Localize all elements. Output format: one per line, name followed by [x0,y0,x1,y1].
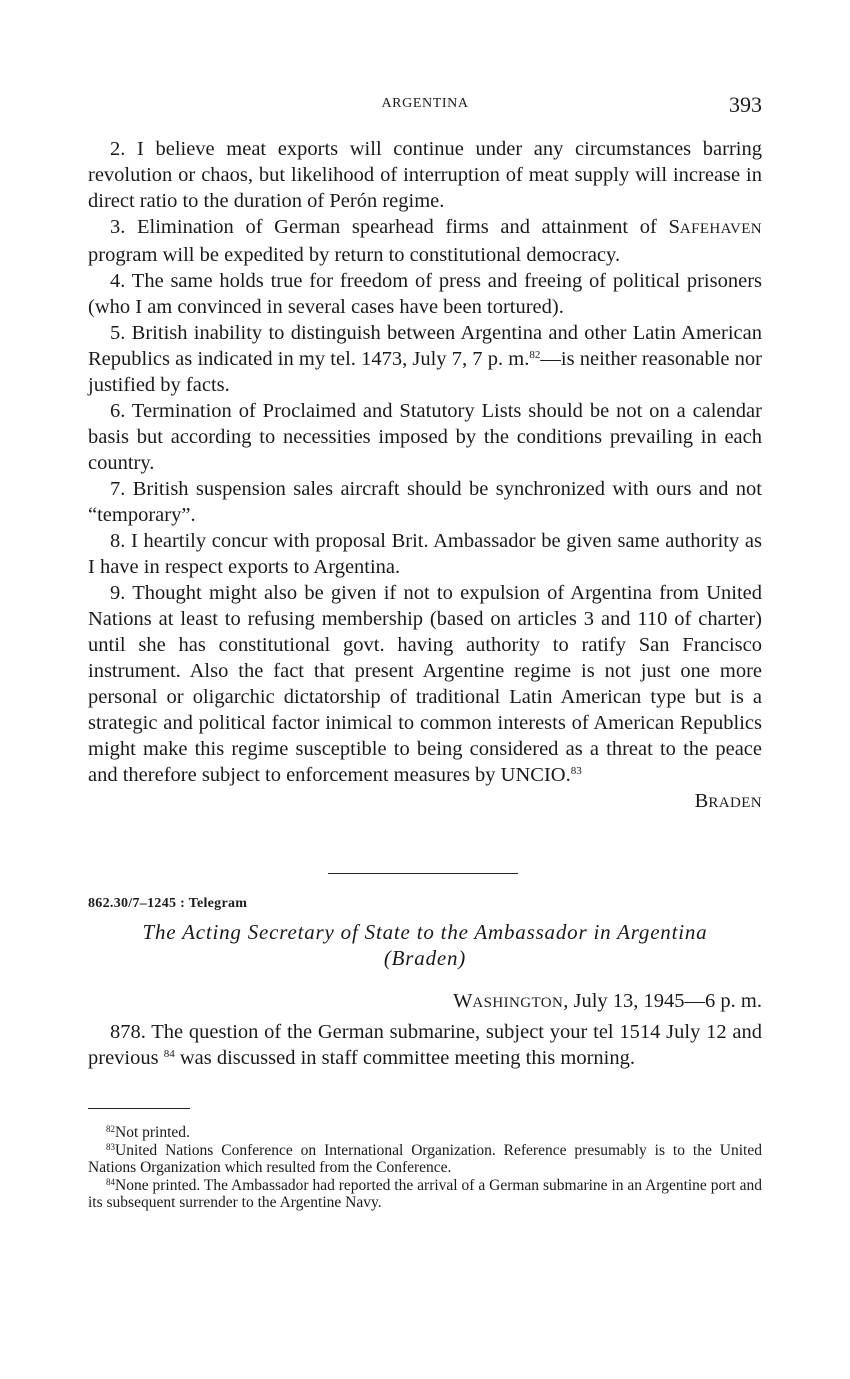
telegram-body [88,136,762,816]
dateline-place-initial: W [453,990,473,1012]
dateline [453,990,762,1013]
message-paragraph [88,1019,762,1071]
paragraph-8: 8. I heartily concur with proposal Brit. Ambassador be given same authority as I have in respect exports to Argentina. [88,530,762,578]
section-divider [328,873,518,874]
footnote-marker: 83 [106,1141,115,1152]
paragraph-3-start: 3. Elimination of German spearhead firms and attainment of [110,216,669,238]
signature-rest: RADEN [708,795,762,811]
footnotes [88,1124,762,1212]
message-end: was discussed in staff committee meeting this morning. [174,1047,635,1069]
safehaven-rest: AFEHAVEN [679,221,762,237]
footnote-marker: 82 [106,1124,115,1134]
footnote-ref-84: 84 [163,1048,175,1060]
paragraph-3-end: program will be expedited by return to constitutional democracy. [88,244,621,266]
document-title [88,919,762,971]
page-header [88,92,762,122]
paragraph-6: 6. Termination of Proclaimed and Statutory Lists should be not on a calendar basis but according to necessities imposed by the conditions prevailing in each country. [88,400,762,474]
footnote-ref-83: 83 [570,765,582,777]
paragraph-5-end: —is neither reasonable nor justified by facts. [88,348,763,396]
paragraph-9 [88,580,762,788]
footnote-text: Not printed. [115,1124,190,1141]
paragraph-5-start: 5. British inability to distinguish between Argentina and other Latin American Republics as indicated in my tel. 1473, July 7, 7 p. m. [88,322,762,370]
footnote-83 [88,1142,762,1177]
footnote-text: None printed. The Ambassador had reported the arrival of a German submarine in an Argentine port and its subsequent surrender to the Argentine Navy. [88,1176,762,1211]
footnote-82 [88,1124,762,1142]
paragraph-5 [88,320,762,398]
dateline-date: , July 13, 1945—6 p. m. [563,990,762,1012]
file-reference: 862.30/7–1245 : Telegram [88,896,248,911]
signature-initial: B [694,790,709,812]
footnote-rule [88,1108,190,1109]
message-body [88,1019,762,1071]
paragraph-9-text: 9. Thought might also be given if not to expulsion of Argentina from United Nations at least to refusing membership (based on articles 3 and 110 of charter) until she has constitutional govt. having authority to ratify San Francisco instrument. Also the fact that present Argentine regime is not just one more personal or oligarchic dictatorship of traditional Latin American type but is a strategic and political factor inimical to common interests of American Republics might make this regime susceptible to being considered as a threat to the peace and therefore subject to enforcement measures by UNCIO. [88,582,762,786]
paragraph-7: 7. British suspension sales aircraft should be synchronized with ours and not “temporary”. [88,478,762,526]
paragraph-3 [88,214,762,268]
footnote-marker: 84 [106,1176,115,1187]
footnote-text: United Nations Conference on International Organization. Reference presumably is to the United Nations Organization which resulted from the Conference. [88,1141,762,1176]
paragraph-4: 4. The same holds true for freedom of press and freeing of political prisoners (who I am convinced in several cases have been tortured). [88,270,762,318]
document-recipient: (Braden) [383,946,467,970]
document-title-line: The Acting Secretary of State to the Ambassador in Argentina [142,920,708,944]
signature [88,788,762,816]
paragraph-2: 2. I believe meat exports will continue under any circumstances barring revolution or chaos, but likelihood of interruption of meat supply will increase in direct ratio to the duration of Perón regime. [88,138,762,212]
footnote-ref-82: 82 [529,349,541,361]
dateline-place-rest: ASHINGTON [472,995,564,1011]
message-start: 878. The question of the German submarine, subject your tel 1514 July 12 and previous [88,1021,762,1069]
footnote-84 [88,1177,762,1212]
running-title: ARGENTINA [381,96,469,111]
safehaven-initial: S [668,216,680,238]
page-number: 393 [729,92,762,117]
